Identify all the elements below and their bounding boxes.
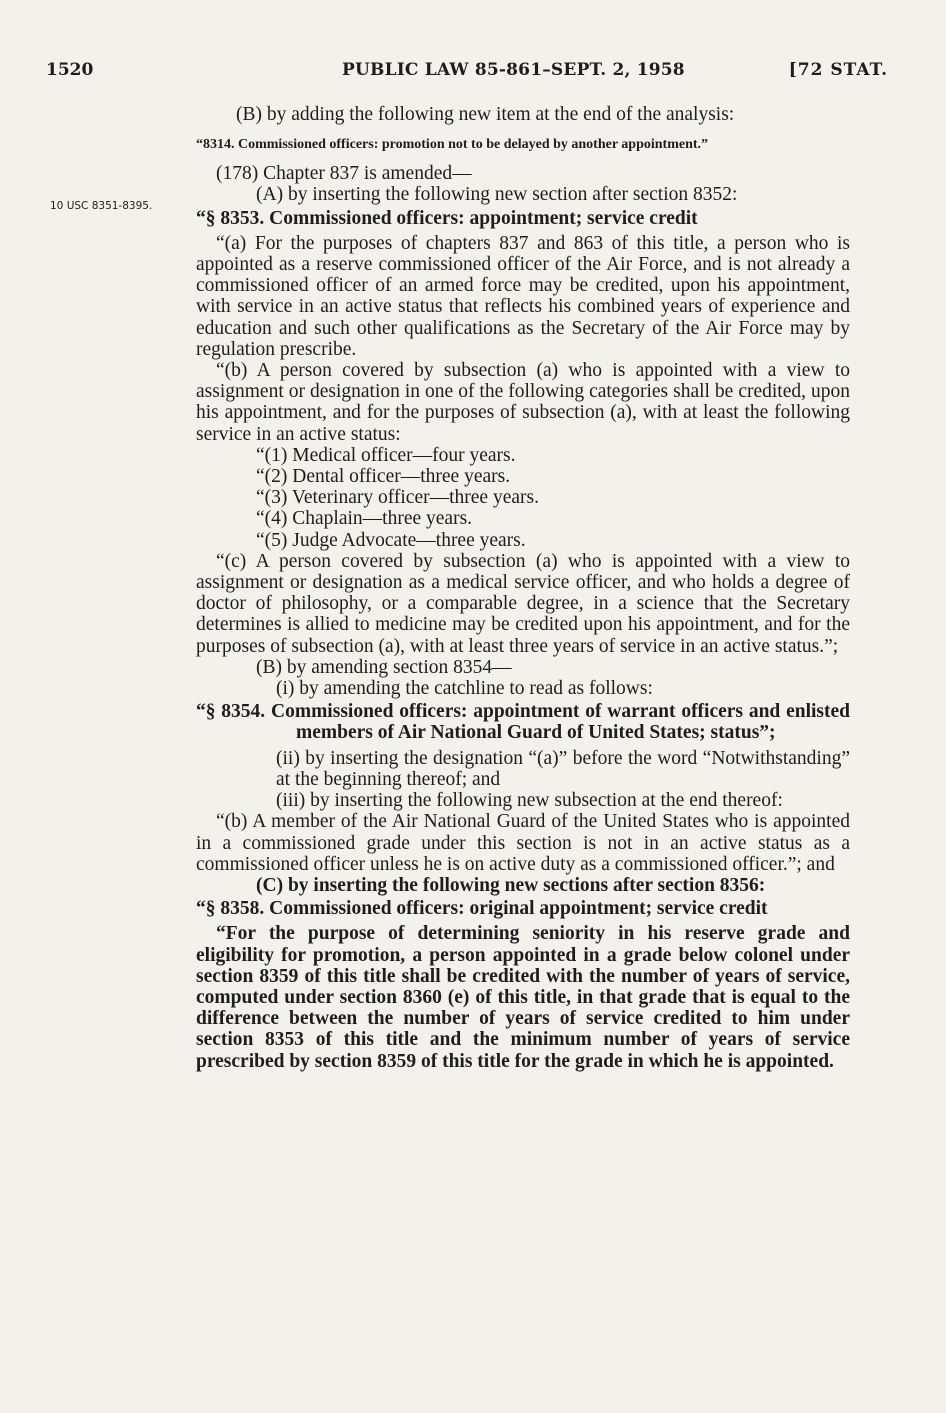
paragraph: (A) by inserting the following new section after section 8352: — [256, 184, 738, 206]
paragraph: (178) Chapter 837 is amended— — [216, 163, 472, 185]
document-body — [196, 104, 850, 1072]
section-heading: “§ 8353. Commissioned officers: appointment; service credit — [196, 207, 698, 229]
paragraph: “For the purpose of determining seniority in his reserve grade and eligibility for promotion, a person appointed in a grade below colonel under section 8359 of this title shall be credited with the number of years of service, computed under section 8360 (e) of this title, in that grade that is equal to the difference between the number of years of service credited to him under section 8353 of this title and the minimum number of years of service prescribed by section 8359 of this title for the grade in which he is appointed. — [196, 923, 850, 1072]
paragraph: “(b) A person covered by subsection (a) who is appointed with a view to assignment or designation in one of the following categories shall be credited, upon his appointment, and for the purposes of subsection (a), with at least the following service in an active status: — [196, 360, 850, 445]
paragraph: “(b) A member of the Air National Guard of the United States who is appointed in a commissioned grade under this section is not in an active status as a commissioned officer unless he is on active duty as a commissioned officer.”; and — [196, 811, 850, 875]
page-number: 1520 — [46, 60, 94, 80]
paragraph: (B) by adding the following new item at the end of the analysis: — [236, 104, 735, 125]
page-header — [46, 60, 888, 88]
list-item: “(1) Medical officer—four years. — [256, 444, 516, 466]
analysis-item: “8314. Commissioned officers: promotion not to be delayed by another appointment.” — [196, 137, 709, 153]
paragraph: (B) by amending section 8354— — [256, 656, 512, 678]
paragraph: (i) by amending the catchline to read as follows: — [276, 678, 653, 700]
section-heading: “§ 8358. Commissioned officers: original appointment; service credit — [196, 898, 768, 920]
paragraph: (C) by inserting the following new sections after section 8356: — [256, 874, 766, 896]
paragraph: (ii) by inserting the designation “(a)” before the word “Notwithstanding” at the beginning thereof; and — [276, 747, 850, 790]
paragraph: “(c) A person covered by subsection (a) who is appointed with a view to assignment or designation as a medical service officer, and who holds a degree of doctor of philosophy, or a comparable degree, in a science that the Secretary determines is allied to medicine may be credited upon his appointment, and for the purposes of subsection (a), with at least three years of service in an active status.”; — [196, 550, 850, 657]
list-item: “(5) Judge Advocate—three years. — [256, 529, 526, 551]
list-item: “(3) Veterinary officer—three years. — [256, 487, 539, 509]
section-heading: “§ 8354. Commissioned officers: appointment of warrant officers and enlisted members of Air National Guard of United States; status”; — [196, 701, 850, 744]
paragraph: (iii) by inserting the following new subsection at the end thereof: — [276, 790, 783, 812]
list-item: “(4) Chaplain—three years. — [256, 508, 473, 530]
paragraph: “(a) For the purposes of chapters 837 and 863 of this title, a person who is appointed as a reserve commissioned officer of the Air Force, and is not already a commissioned officer of an armed force may be credited, upon his appointment, with service in an active status that reflects his combined years of experience and education and such other qualifications as the Secretary of the Air Force may by regulation prescribe. — [196, 232, 850, 360]
statute-reference: [72 STAT. — [788, 60, 888, 80]
list-item: “(2) Dental officer—three years. — [256, 466, 511, 488]
running-title: PUBLIC LAW 85-861–SEPT. 2, 1958 — [342, 60, 685, 80]
margin-citation: 10 USC 8351-8395. — [50, 200, 153, 212]
